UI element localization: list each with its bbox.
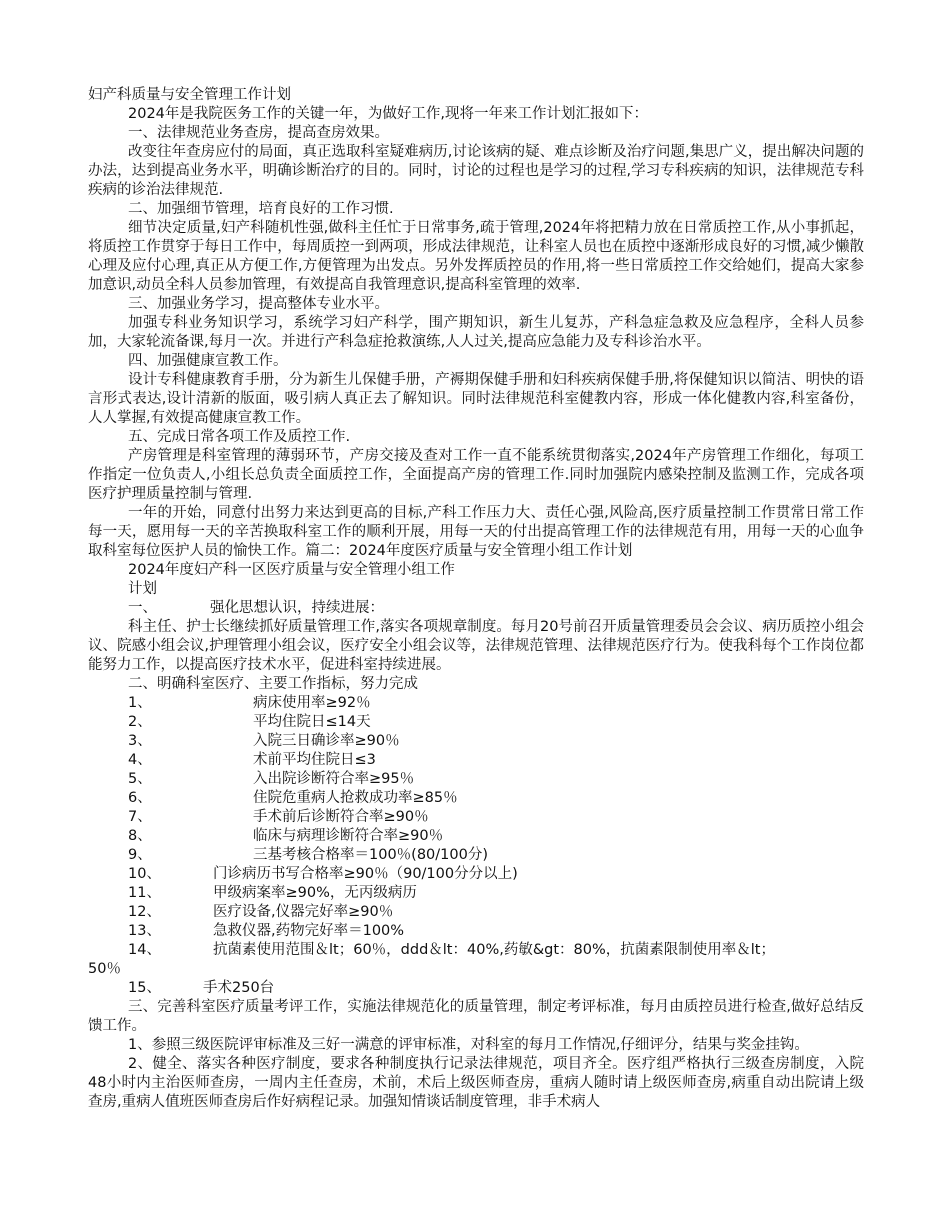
section-2-body: 细节决定质量,妇产科随机性强,做科主任忙于日常事务,疏于管理,2024年将把精力放在日常质控工作,从小事抓起，将质控工作贯穿于每日工作中，每周质控一到两项，形成法律规范，让科室人员也在质控中逐渐形成良好的习惯,减少懒散心理及应付心理,真正从方便工作,方便管理为出发点。另外发挥质控员的作用,将一些日常质控工作交给她们，提高大家参加意识,动员全科人员参加管理，有效提高自我管理意识,提高科室管理的效率. [88, 220, 864, 293]
indicator-number: 3、 [128, 733, 152, 749]
part-3-item-2: 2、健全、落实各种医疗制度，要求各种制度执行记录法律规范，项目齐全。医疗组严格执行三级查房制度，入院48小时内主治医师查房，一周内主任查房，术前，术后上级医师查房，重病人随时请上级医师查房,病重自动出院请上级查房,重病人值班医师查房后作好病程记录。加强知情谈话制度管理，非手术病人 [88, 1056, 864, 1110]
section-4-body: 设计专科健康教育手册，分为新生儿保健手册，产褥期保健手册和妇科疾病保健手册,将保健知识以简洁、明快的语言形式表达,设计清新的版面，吸引病人真正去了解知识。同时法律规范科室健教内容，形成一体化健教内容,科室备份，人人掌握,有效提高健康宣教工作。 [88, 372, 864, 426]
indicator-number: 10、 [128, 866, 161, 882]
indicator-text-continued: 50％ [88, 961, 121, 977]
indicator-text: 入出院诊断符合率≥95％ [253, 771, 415, 787]
indicator-item [88, 846, 864, 865]
part-3-paragraph: 三、完善科室医疗质量考评工作，实施法律规范化的质量管理，制定考评标准，每月由质控员进行检查,做好总结反馈工作。 [88, 999, 864, 1034]
section-2-heading: 二、加强细节管理，培育良好的工作习惯. [128, 201, 394, 217]
indicator-item [88, 865, 864, 884]
indicator-number: 11、 [128, 885, 161, 901]
section-1-heading: 一、法律规范业务查房，提高查房效果。 [128, 125, 389, 141]
indicator-number: 4、 [128, 752, 152, 768]
indicator-item [88, 903, 864, 922]
indicator-text: 入院三日确诊率≥90％ [253, 733, 400, 749]
section-5-body: 产房管理是科室管理的薄弱环节，产房交接及查对工作一直不能系统贯彻落实,2024年产房管理工作细化，每项工作指定一位负责人,小组长总负责全面质控工作，全面提高产房的管理工作.同时加强院内感染控制及监测工作，完成各项医疗护理质量控制与管理. [88, 448, 864, 502]
part-1-heading [88, 599, 864, 618]
indicator-item [88, 751, 864, 770]
indicator-number: 6、 [128, 790, 152, 806]
section-3-heading: 三、加强业务学习，提高整体专业水平。 [128, 296, 389, 312]
indicator-item [88, 732, 864, 751]
indicator-number: 8、 [128, 828, 152, 844]
section-1-body: 改变往年查房应付的局面，真正选取科室疑难病历,讨论该病的疑、难点诊断及治疗问题,集思广义，提出解决问题的办法，达到提高业务水平，明确诊断治疗的目的。同时，讨论的过程也是学习的过程,学习专科疾病的知识，法律规范专科疾病的诊治法律规范. [88, 144, 864, 198]
indicator-item [88, 884, 864, 903]
indicator-text: 门诊病历书写合格率≥90％（90/100分分以上) [213, 866, 518, 882]
section-4-heading: 四、加强健康宣教工作。 [128, 353, 288, 369]
section-3-body: 加强专科业务知识学习，系统学习妇产科学，围产期知识，新生儿复苏，产科急症急救及应急程序，全科人员参加，大家轮流备课,每月一次。并进行产科急症抢救演练,人人过关,提高应急能力及专科诊治水平。 [88, 315, 864, 350]
indicator-text: 术前平均住院日≤3 [253, 752, 376, 768]
indicator-number: 9、 [128, 847, 152, 863]
indicator-number: 7、 [128, 809, 152, 825]
indicator-text: 平均住院日≤14天 [253, 714, 371, 730]
indicator-item [88, 827, 864, 846]
indicator-item [88, 808, 864, 827]
indicator-item [88, 694, 864, 713]
indicator-text: 医疗设备,仪器完好率≥90％ [213, 904, 394, 920]
indicator-number: 1、 [128, 695, 152, 711]
indicator-text: 三基考核合格率＝100％(80/100分) [253, 847, 489, 863]
indicator-item [88, 922, 864, 941]
indicator-item [88, 979, 864, 998]
subtitle-line-1: 2024年度妇产科一区医疗质量与安全管理小组工作 [128, 562, 455, 578]
indicator-item [88, 941, 864, 960]
indicator-text: 病床使用率≥92％ [253, 695, 371, 711]
indicator-text: 急救仪器,药物完好率＝100% [213, 923, 405, 939]
indicator-item [88, 713, 864, 732]
subtitle-line-2: 计划 [128, 581, 157, 597]
indicator-number: 15、 [128, 980, 161, 996]
indicator-text: 住院危重病人抢救成功率≥85％ [253, 790, 458, 806]
indicator-number: 2、 [128, 714, 152, 730]
indicator-number: 5、 [128, 771, 152, 787]
indicator-number: 14、 [128, 942, 161, 958]
indicator-continuation [88, 960, 864, 979]
intro-paragraph: 2024年是我院医务工作的关键一年，为做好工作,现将一年来工作计划汇报如下： [128, 106, 649, 122]
indicator-text: 甲级病案率≥90%，无丙级病历 [213, 885, 417, 901]
indicator-number: 12、 [128, 904, 161, 920]
indicator-text: 临床与病理诊断符合率≥90％ [253, 828, 444, 844]
indicator-text: 手术250台 [203, 980, 275, 996]
document-page [88, 86, 864, 1112]
indicator-item [88, 770, 864, 789]
part-2-heading: 二、明确科室医疗、主要工作指标，努力完成 [128, 676, 418, 692]
indicator-item [88, 789, 864, 808]
part-1-heading-text: 强化思想认识，持续进展： [210, 600, 384, 616]
indicator-text: 抗菌素使用范围＆lt；60％，ddd＆lt：40%,药敏&gt：80%，抗菌素限制使用率＆lt； [213, 942, 775, 958]
indicator-number: 13、 [128, 923, 161, 939]
part-1-body: 科主任、护士长继续抓好质量管理工作,落实各项规章制度。每月20号前召开质量管理委员会会议、病历质控小组会议、院感小组会议,护理管理小组会议，医疗安全小组会议等，法律规范管理、法律规范医疗行为。使我科每个工作岗位都能努力工作，以提高医疗技术水平，促进科室持续进展。 [88, 619, 864, 673]
closing-paragraph: 一年的开始，同意付出努力来达到更高的目标,产科工作压力大、责任心强,风险高,医疗质量控制工作贯常日常工作每一天，愿用每一天的辛苦换取科室工作的顺利开展，用每一天的付出提高管理工作的法律规范有用，用每一天的心血争取科室每位医护人员的愉快工作。篇二：2024年度医疗质量与安全管理小组工作计划 [88, 505, 864, 559]
part-1-number: 一、 [128, 600, 157, 616]
document-title: 妇产科质量与安全管理工作计划 [88, 87, 291, 103]
section-5-heading: 五、完成日常各项工作及质控工作. [128, 429, 351, 445]
part-3-item-1: 1、参照三级医院评审标准及三好一满意的评审标准，对科室的每月工作情况,仔细评分，结果与奖金挂钩。 [128, 1037, 809, 1053]
indicator-text: 手术前后诊断符合率≥90％ [253, 809, 429, 825]
